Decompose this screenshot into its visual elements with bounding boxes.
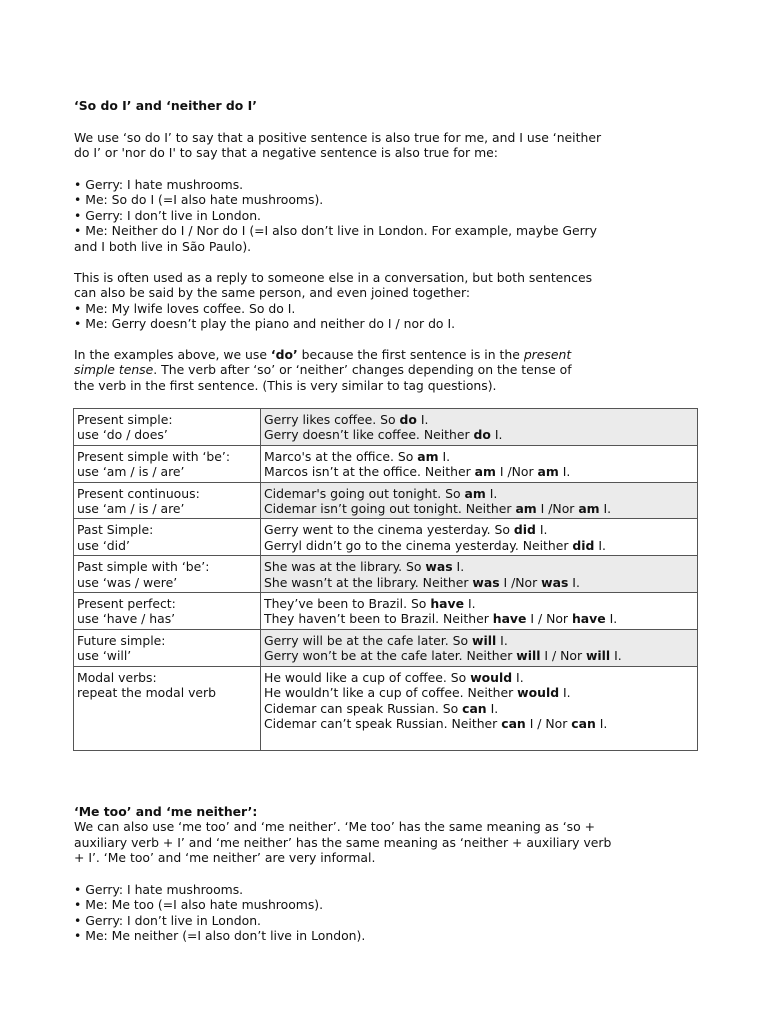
tense-cell xyxy=(74,445,261,482)
example-sentence: They’ve been to Brazil. So have I. xyxy=(264,596,476,612)
tense-label: Past simple with ‘be’: xyxy=(77,559,210,575)
example-sentence: Gerry likes coffee. So do I. xyxy=(264,412,429,427)
tense-label: Present perfect: xyxy=(77,596,176,612)
example-sentence: Gerry went to the cinema yesterday. So did I. xyxy=(264,522,548,538)
list-item: • Gerry: I hate mushrooms. xyxy=(74,882,244,897)
tense-cell xyxy=(74,409,261,446)
tense-label: Present simple with ‘be’: xyxy=(77,448,231,464)
tense-cell xyxy=(74,482,261,519)
list-item: • Gerry: I don’t live in London. xyxy=(74,207,261,223)
grammar-table-body xyxy=(74,409,698,751)
heading-so-do-i: ‘So do I’ and ‘neither do I’ xyxy=(74,98,257,113)
tense-label: use ‘did’ xyxy=(77,537,130,553)
example-cell xyxy=(261,445,698,482)
list-item: • Me: Neither do I / Nor do I (=I also don’t live in London. For example, maybe Gerry xyxy=(74,223,597,239)
table-row xyxy=(74,666,698,750)
example-sentence: Cidemar can’t speak Russian. Neither can I / Nor can I. xyxy=(264,715,608,731)
explanation-paragraph xyxy=(74,347,674,393)
table-row xyxy=(74,556,698,593)
tense-cell xyxy=(74,593,261,630)
list-item: • Gerry: I hate mushrooms. xyxy=(74,177,244,192)
example-sentence: Marcos isn’t at the office. Neither am I /Nor am I. xyxy=(264,464,571,480)
body-line: auxiliary verb + I’ and ‘me neither’ has the same meaning as ‘neither + auxiliary verb xyxy=(74,834,612,850)
heading-me-too: ‘Me too’ and ‘me neither’: xyxy=(74,804,258,819)
tense-cell xyxy=(74,519,261,556)
table-row xyxy=(74,482,698,519)
example-cell xyxy=(261,593,698,630)
tense-label: use ‘am / is / are’ xyxy=(77,464,185,480)
intro-line: We use ‘so do I’ to say that a positive sentence is also true for me, and I use ‘neither xyxy=(74,130,602,145)
example-cell xyxy=(261,409,698,446)
example-cell xyxy=(261,556,698,593)
list-item: • Me: Me too (=I also hate mushrooms). xyxy=(74,897,324,913)
section-me-too xyxy=(74,804,674,866)
tense-label: use ‘am / is / are’ xyxy=(77,501,185,517)
explanation-line: In the examples above, we use ‘do’ because the first sentence is in the present xyxy=(74,347,572,362)
example-sentence: He wouldn’t like a cup of coffee. Neither would I. xyxy=(264,685,571,701)
example-sentence: He would like a cup of coffee. So would I. xyxy=(264,669,524,685)
example-list xyxy=(74,177,674,254)
list-item: • Me: Me neither (=I also don’t live in London). xyxy=(74,928,366,944)
example-sentence: Gerry doesn’t like coffee. Neither do I. xyxy=(264,427,503,443)
tense-cell xyxy=(74,666,261,750)
table-row xyxy=(74,445,698,482)
tense-label: Past Simple: xyxy=(77,522,154,538)
list-item: • Gerry: I don’t live in London. xyxy=(74,912,261,928)
table-row xyxy=(74,593,698,630)
body-line: + I’. ‘Me too’ and ‘me neither’ are very informal. xyxy=(74,850,376,866)
tense-label: repeat the modal verb xyxy=(77,685,217,701)
list-item: • Me: Gerry doesn’t play the piano and neither do I / nor do I. xyxy=(74,316,456,332)
tense-cell xyxy=(74,629,261,666)
example-sentence: Marco's at the office. So am I. xyxy=(264,448,451,464)
tense-label: Future simple: xyxy=(77,632,166,648)
tense-label: Modal verbs: xyxy=(77,669,157,685)
table-row xyxy=(74,409,698,446)
intro-paragraph xyxy=(74,130,674,161)
tense-cell xyxy=(74,556,261,593)
tense-label: use ‘do / does’ xyxy=(77,427,168,443)
reply-line: can also be said by the same person, and even joined together: xyxy=(74,285,471,301)
example-cell xyxy=(261,629,698,666)
example-sentence: Cidemar can speak Russian. So can I. xyxy=(264,700,499,716)
reply-line: This is often used as a reply to someone else in a conversation, but both sentences xyxy=(74,270,593,285)
tense-label: use ‘was / were’ xyxy=(77,574,178,590)
list-item: • Me: So do I (=I also hate mushrooms). xyxy=(74,192,324,208)
intro-line: do I’ or 'nor do I' to say that a negative sentence is also true for me: xyxy=(74,145,498,161)
body-line: We can also use ‘me too’ and ‘me neither’. ‘Me too’ has the same meaning as ‘so + xyxy=(74,819,596,835)
tense-label: use ‘will’ xyxy=(77,648,132,664)
table-row xyxy=(74,629,698,666)
example-cell xyxy=(261,519,698,556)
tense-label: Present continuous: xyxy=(77,485,200,501)
explanation-line: the verb in the first sentence. (This is very similar to tag questions). xyxy=(74,377,497,393)
list-item: • Me: My lwife loves coffee. So do I. xyxy=(74,300,296,316)
tense-label: use ‘have / has’ xyxy=(77,611,176,627)
example-sentence: Cidemar's going out tonight. So am I. xyxy=(264,485,498,501)
table-row xyxy=(74,519,698,556)
example-sentence: Cidemar isn’t going out tonight. Neither am I /Nor am I. xyxy=(264,501,612,517)
reply-paragraph xyxy=(74,270,674,332)
example-sentence: They haven’t been to Brazil. Neither have I / Nor have I. xyxy=(264,611,618,627)
example-sentence: Gerryl didn’t go to the cinema yesterday. Neither did I. xyxy=(264,537,606,553)
tense-label: Present simple: xyxy=(77,412,173,427)
example-sentence: Gerry won’t be at the cafe later. Neither will I / Nor will I. xyxy=(264,648,622,664)
example-sentence: She wasn’t at the library. Neither was I /Nor was I. xyxy=(264,574,580,590)
example-sentence: Gerry will be at the cafe later. So will I. xyxy=(264,632,508,648)
example-cell xyxy=(261,482,698,519)
list-item: and I both live in São Paulo). xyxy=(74,238,252,254)
explanation-line: simple tense. The verb after ‘so’ or ‘neither’ changes depending on the tense of xyxy=(74,362,572,378)
example-sentence: She was at the library. So was I. xyxy=(264,559,465,575)
section-title xyxy=(74,98,674,113)
example-cell xyxy=(261,666,698,750)
me-too-example-list xyxy=(74,882,674,944)
grammar-table xyxy=(73,408,698,751)
